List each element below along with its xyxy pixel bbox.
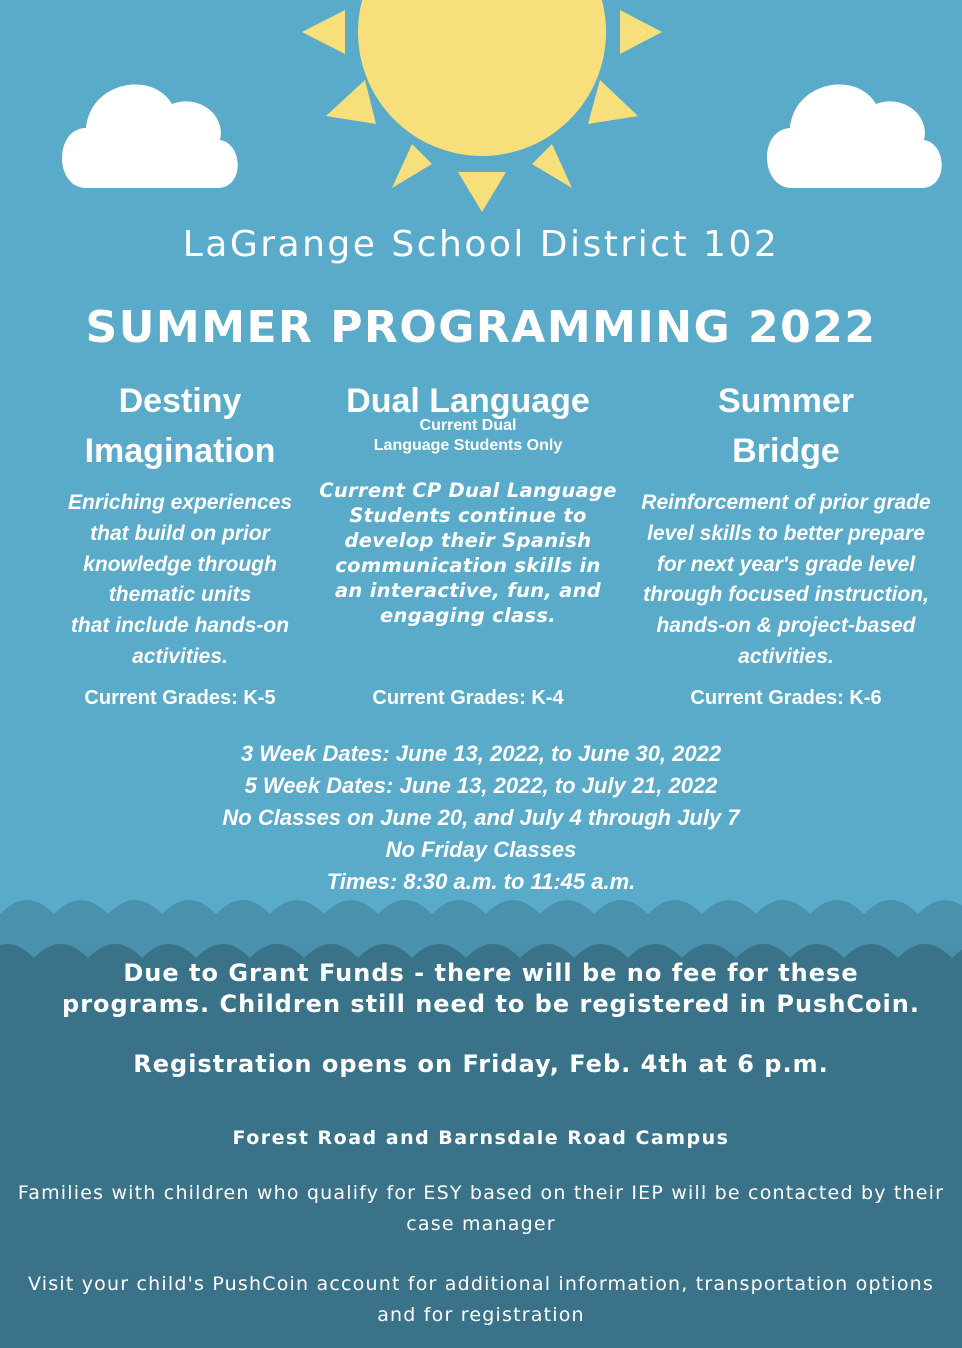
program-grades: Current Grades: K-6 bbox=[690, 687, 882, 709]
program-summer-bridge bbox=[631, 376, 941, 673]
program-title: Dual Language bbox=[346, 382, 590, 420]
grant-notice: Due to Grant Funds - there will be no fee for these programs. Children still need to be registered in PushCoin. bbox=[62, 959, 920, 1018]
page-title: SUMMER PROGRAMMING 2022 bbox=[85, 302, 877, 353]
program-grades: Current Grades: K-4 bbox=[372, 687, 564, 709]
esy-note: Families with children who qualify for ESY based on their IEP will be contacted by their case manager bbox=[17, 1182, 945, 1235]
program-destiny-imagination bbox=[30, 376, 330, 673]
schedule-line: 3 Week Dates: June 13, 2022, to June 30, 2022 bbox=[240, 741, 722, 766]
cloud-icon bbox=[62, 84, 238, 188]
program-title: Summer Bridge bbox=[717, 382, 855, 470]
program-title: Destiny Imagination bbox=[84, 382, 276, 470]
district-name: LaGrange School District 102 bbox=[182, 224, 780, 265]
program-description: Reinforcement of prior grade level skills to better prepare for next year's grade level through focused instruction, hands-on & project-based activities. bbox=[641, 491, 931, 668]
visit-note: Visit your child's PushCoin account for additional information, transportation options and for registration bbox=[28, 1273, 934, 1326]
campus-name: Forest Road and Barnsdale Road Campus bbox=[232, 1127, 730, 1149]
program-description: Current CP Dual Language Students continue to develop their Spanish communication skills in an interactive, fun, and engaging class. bbox=[319, 479, 617, 627]
schedule-line: No Friday Classes bbox=[385, 837, 577, 862]
program-dual-language bbox=[318, 376, 618, 628]
program-description: Enriching experiences that build on prior knowledge through thematic units that include hands-on activities. bbox=[67, 491, 293, 668]
schedule-line: 5 Week Dates: June 13, 2022, to July 21, 2022 bbox=[244, 773, 718, 798]
program-subtitle: Current Dual Language Students Only bbox=[373, 417, 563, 454]
sun-icon bbox=[302, 0, 662, 212]
cloud-icon bbox=[767, 84, 942, 188]
schedule-block bbox=[0, 738, 962, 898]
schedule-line: No Classes on June 20, and July 4 through July 7 bbox=[222, 805, 740, 830]
schedule-line: Times: 8:30 a.m. to 11:45 a.m. bbox=[326, 869, 636, 894]
registration-notice: Registration opens on Friday, Feb. 4th at 6 p.m. bbox=[133, 1050, 829, 1078]
program-grades: Current Grades: K-5 bbox=[84, 687, 276, 709]
